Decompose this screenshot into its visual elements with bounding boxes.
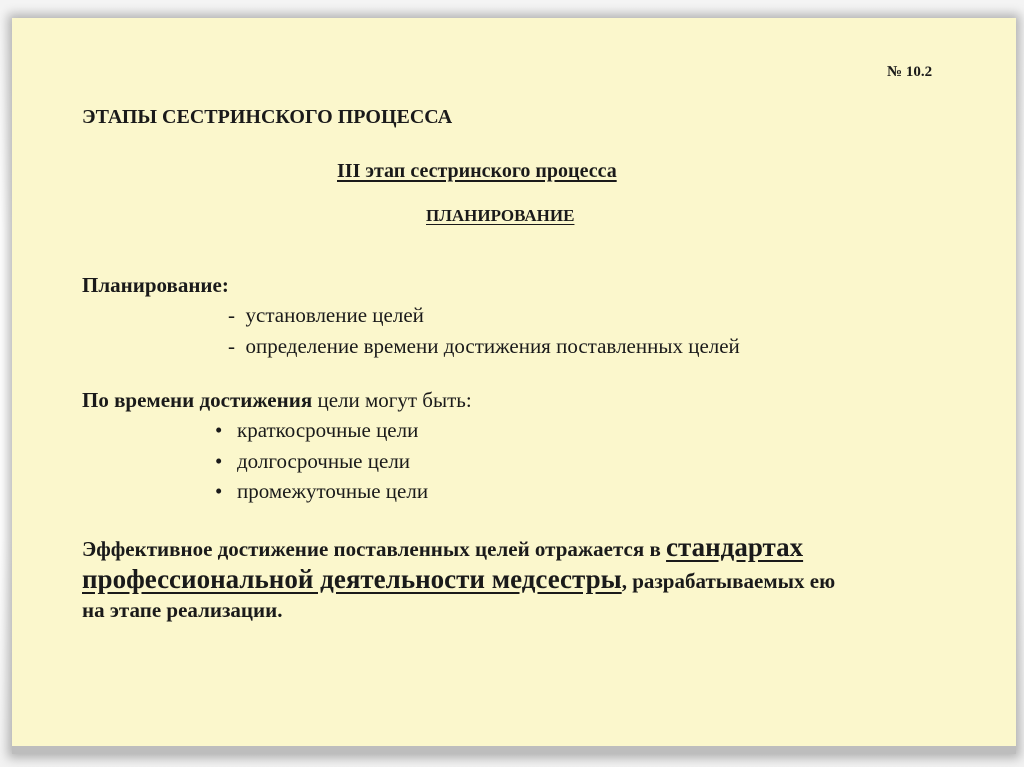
by-time-label-rest: цели могут быть: <box>312 388 472 412</box>
stage-heading: III этап сестринского процесса <box>337 160 617 182</box>
conclusion-emphasis: профессиональной деятельности медсестры <box>82 564 622 594</box>
slide <box>12 18 1016 754</box>
planning-item-text: установление целей <box>245 303 424 327</box>
conclusion-emphasis: стандартах <box>666 532 804 562</box>
dash-marker: - <box>228 334 246 358</box>
planning-label: Планирование: <box>82 273 229 297</box>
bullet-icon: • <box>215 418 223 442</box>
dash-marker: - <box>228 303 246 327</box>
goal-type-item <box>215 449 410 474</box>
conclusion-text: , разрабатываемых ею <box>621 569 836 593</box>
planning-item <box>228 303 424 328</box>
planning-item <box>228 334 740 359</box>
goal-type-item <box>215 479 428 504</box>
by-time-label <box>82 388 472 413</box>
conclusion-line-1 <box>82 532 803 563</box>
slide-title: ЭТАПЫ СЕСТРИНСКОГО ПРОЦЕССА <box>82 106 453 128</box>
bullet-icon: • <box>215 449 223 473</box>
slide-number: № 10.2 <box>887 64 933 80</box>
stage-name: ПЛАНИРОВАНИЕ <box>426 206 575 225</box>
goal-type-text: промежуточные цели <box>237 479 429 503</box>
planning-item-text: определение времени достижения поставленных целей <box>245 334 740 358</box>
bullet-icon: • <box>215 479 223 503</box>
goal-type-text: долгосрочные цели <box>237 449 411 473</box>
conclusion-line-3: на этапе реализации. <box>82 598 283 622</box>
conclusion-line-2 <box>82 564 835 595</box>
conclusion-text: Эффективное достижение поставленных целей отражается в <box>82 537 667 561</box>
goal-type-text: краткосрочные цели <box>237 418 419 442</box>
goal-type-item <box>215 418 418 443</box>
by-time-label-bold: По времени достижения <box>82 388 313 412</box>
